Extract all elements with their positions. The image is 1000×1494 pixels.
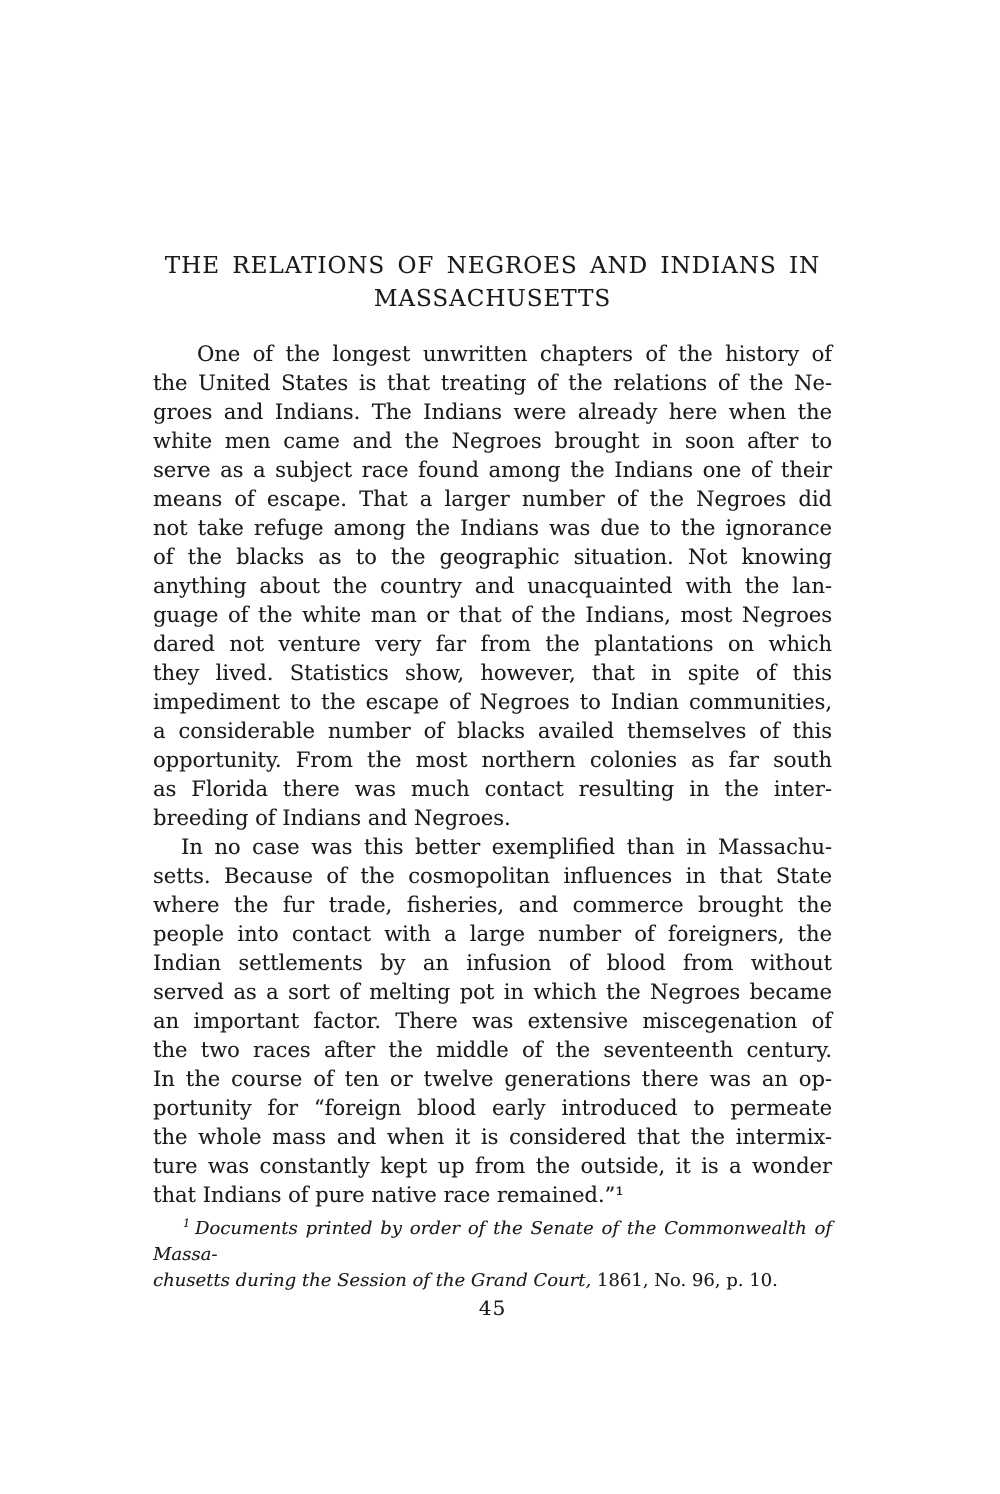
- text-line: portunity for “foreign blood early introduced to permeate: [153, 1096, 832, 1120]
- text-line: not take refuge among the Indians was due to the ignorance: [153, 516, 832, 540]
- text-line: groes and Indians. The Indians were already here when the: [153, 400, 832, 424]
- text-line: setts. Because of the cosmopolitan influences in that State: [153, 864, 832, 888]
- text-line: dared not venture very far from the plantations on which: [153, 632, 832, 656]
- text-line: ture was constantly kept up from the outside, it is a wonder: [153, 1154, 832, 1178]
- text-line: breeding of Indians and Negroes.: [153, 806, 511, 830]
- text-line: the United States is that treating of the relations of the Ne-: [153, 371, 832, 395]
- text-line: serve as a subject race found among the Indians one of their: [153, 458, 832, 482]
- text-line: guage of the white man or that of the Indians, most Negroes: [153, 603, 832, 627]
- text-line: impediment to the escape of Negroes to Indian communities,: [153, 690, 832, 714]
- article-title: [153, 250, 832, 316]
- text-line: a considerable number of blacks availed themselves of this: [153, 719, 832, 743]
- text-line: they lived. Statistics show, however, that in spite of this: [153, 661, 832, 685]
- article-title-line-1: THE RELATIONS OF NEGROES AND INDIANS IN: [164, 253, 821, 279]
- text-line: of the blacks as to the geographic situation. Not knowing: [153, 545, 832, 569]
- text-block: [153, 250, 832, 1320]
- footnote-marker: 1: [183, 1217, 190, 1230]
- footnote-citation-reference: 1861, No. 96, p. 10.: [591, 1270, 778, 1291]
- text-line: Indian settlements by an infusion of blood from without: [153, 951, 832, 975]
- text-line: served as a sort of melting pot in which the Negroes became: [153, 980, 832, 1004]
- text-line: white men came and the Negroes brought in soon after to: [153, 429, 832, 453]
- paragraph-1: [153, 340, 832, 833]
- text-line: In the course of ten or twelve generations there was an op-: [153, 1067, 832, 1091]
- footnote-line-1: [153, 1216, 832, 1268]
- text-line: people into contact with a large number of foreigners, the: [153, 922, 832, 946]
- text-line: an important factor. There was extensive miscegenation of: [153, 1009, 832, 1033]
- text-line: where the fur trade, fisheries, and commerce brought the: [153, 893, 832, 917]
- footnote: [153, 1216, 832, 1294]
- text-line: the whole mass and when it is considered that the intermix-: [153, 1125, 832, 1149]
- footnote-line-2: [153, 1268, 832, 1294]
- text-line: that Indians of pure native race remained.”¹: [153, 1183, 624, 1207]
- footnote-citation-italic-continued: chusetts during the Session of the Grand Court,: [153, 1270, 592, 1291]
- footnote-citation-italic: Documents printed by order of the Senate of the Commonwealth of Massa-: [153, 1218, 832, 1265]
- text-line: the two races after the middle of the seventeenth century.: [153, 1038, 832, 1062]
- article-title-line-2: MASSACHUSETTS: [373, 286, 612, 312]
- text-line: means of escape. That a larger number of the Negroes did: [153, 487, 832, 511]
- text-line: as Florida there was much contact resulting in the inter-: [153, 777, 832, 801]
- text-line: In no case was this better exemplified than in Massachu-: [181, 835, 832, 859]
- text-line: opportunity. From the most northern colonies as far south: [153, 748, 832, 772]
- page-number: 45: [478, 1296, 507, 1320]
- paragraph-2: [153, 833, 832, 1210]
- text-line: One of the longest unwritten chapters of the history of: [197, 342, 832, 366]
- text-line: anything about the country and unacquainted with the lan-: [153, 574, 832, 598]
